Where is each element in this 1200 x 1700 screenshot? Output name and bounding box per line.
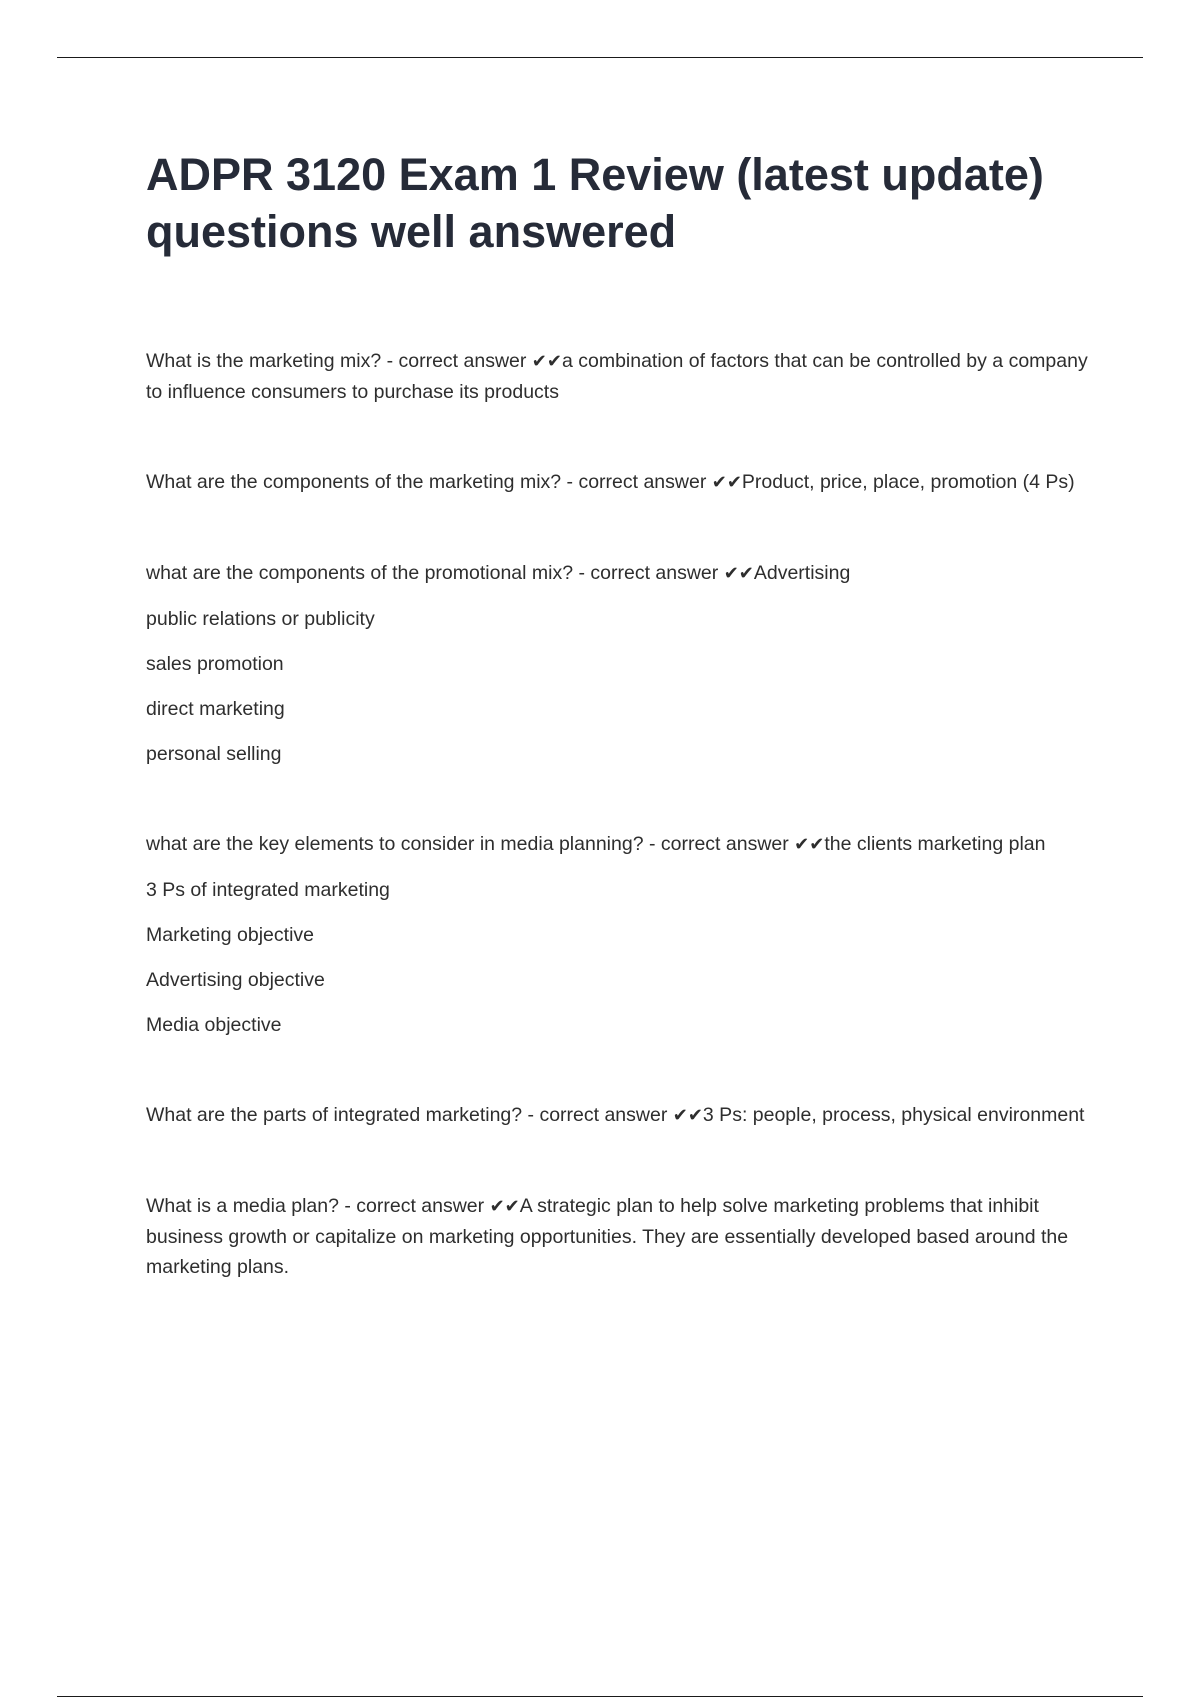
double-check-icon: ✔✔ [723,563,754,584]
answer-text: 3 Ps: people, process, physical environment [702,1104,1085,1126]
qa-line [146,829,1096,860]
question-text: What are the parts of integrated marketing? - correct answer [146,1104,673,1126]
answer-continuation: public relations or publicity [146,608,375,630]
qa-line [146,558,1096,589]
question-text: What is the marketing mix? - correct answer [146,350,532,372]
answer-continuation: 3 Ps of integrated marketing [146,879,390,901]
double-check-icon: ✔✔ [531,351,562,372]
double-check-icon: ✔✔ [489,1196,520,1217]
answer-text: Product, price, place, promotion (4 Ps) [741,471,1075,493]
qa-item [146,829,1096,1040]
qa-line [146,467,1096,498]
answer-continuation: Advertising objective [146,969,325,991]
qa-line [146,1191,1096,1282]
bottom-rule [57,1696,1143,1697]
double-check-icon: ✔✔ [672,1105,703,1126]
top-rule [57,57,1143,58]
answer-text: a combination of factors that can be controlled by a company to influence consumers to purchase its products [146,350,1088,403]
answer-continuation: personal selling [146,743,282,765]
document-title: ADPR 3120 Exam 1 Review (latest update) questions well answered [146,149,1044,257]
qa-list [146,346,1096,1282]
double-check-icon: ✔✔ [711,472,742,493]
qa-item [146,1191,1096,1282]
question-text: what are the components of the promotional mix? - correct answer [146,562,724,584]
qa-item [146,467,1096,498]
qa-line [146,346,1096,407]
double-check-icon: ✔✔ [794,834,825,855]
qa-item [146,558,1096,769]
question-text: What are the components of the marketing mix? - correct answer [146,471,712,493]
answer-text: A strategic plan to help solve marketing problems that inhibit business growth or capitalize on marketing opportunities. They are essentially developed based around the marketing plans. [146,1195,1069,1278]
qa-line [146,1100,1096,1131]
answer-continuation: sales promotion [146,653,284,675]
answer-continuation: Marketing objective [146,924,314,946]
answer-text: the clients marketing plan [824,833,1046,855]
question-text: What is a media plan? - correct answer [146,1195,490,1217]
qa-item [146,1100,1096,1131]
answer-continuation: direct marketing [146,698,285,720]
answer-text: Advertising [753,562,851,584]
answer-continuation: Media objective [146,1014,282,1036]
question-text: what are the key elements to consider in media planning? - correct answer [146,833,795,855]
qa-item [146,346,1096,407]
